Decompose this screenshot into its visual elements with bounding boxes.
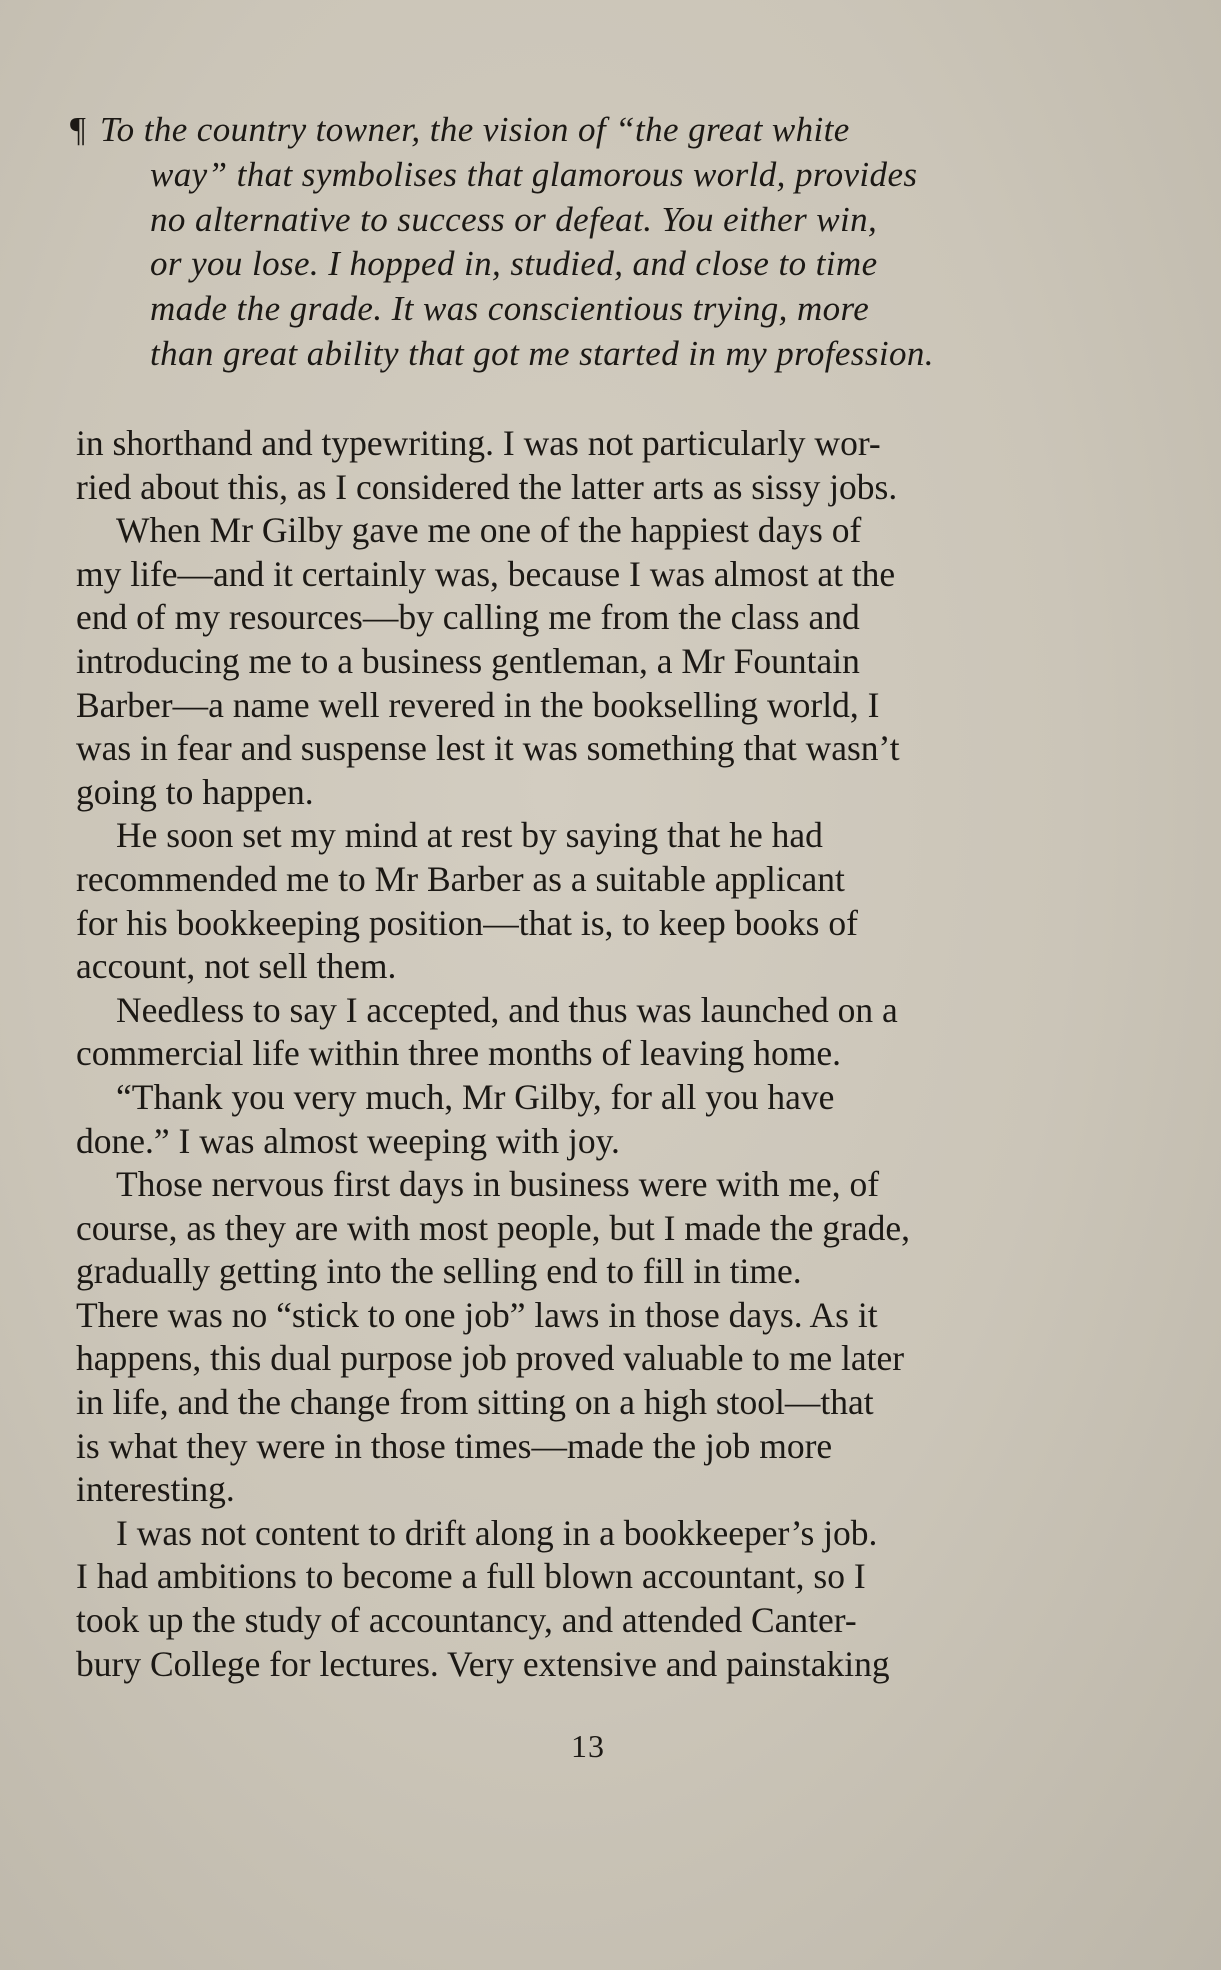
text-line: course, as they are with most people, but I made the grade, (76, 1207, 910, 1248)
text-line: There was no “stick to one job” laws in those days. As it (76, 1294, 878, 1335)
text-line: bury College for lectures. Very extensive and painstaking (76, 1643, 890, 1684)
epigraph-line: ¶ To the country towner, the vision of “the great white (70, 108, 1070, 153)
text-line: for his bookkeeping position—that is, to keep books of (76, 902, 858, 943)
epigraph (70, 108, 1070, 377)
body-text (76, 422, 1086, 1686)
epigraph-line: than great ability that got me started in my profession. (150, 333, 934, 373)
text-line: done.” I was almost weeping with joy. (76, 1120, 620, 1161)
text-line: going to happen. (76, 771, 314, 812)
text-line: account, not sell them. (76, 946, 397, 987)
text-line: introducing me to a business gentleman, a Mr Fountain (76, 640, 860, 681)
text-line: my life—and it certainly was, because I was almost at the (76, 553, 896, 594)
epigraph-line: made the grade. It was conscientious trying, more (150, 289, 870, 329)
text-line: Needless to say I accepted, and thus was launched on a (116, 989, 898, 1030)
text-line: was in fear and suspense lest it was something that wasn’t (76, 728, 900, 769)
text-line: Those nervous first days in business were with me, of (116, 1164, 880, 1205)
text-line: ried about this, as I considered the latter arts as sissy jobs. (76, 466, 898, 507)
text-line: commercial life within three months of leaving home. (76, 1033, 842, 1074)
text-line: I was not content to drift along in a bookkeeper’s job. (116, 1512, 878, 1553)
text-line: I had ambitions to become a full blown accountant, so I (76, 1556, 866, 1597)
text-line: in shorthand and typewriting. I was not particularly wor- (76, 423, 881, 463)
text-line: gradually getting into the selling end to fill in time. (76, 1251, 802, 1292)
text-line: took up the study of accountancy, and attended Canter- (76, 1600, 857, 1641)
text-line: interesting. (76, 1469, 235, 1510)
text-line: He soon set my mind at rest by saying that he had (116, 815, 823, 856)
epigraph-line: or you lose. I hopped in, studied, and close to time (150, 244, 878, 284)
epigraph-line: way” that symbolises that glamorous world, provides (150, 154, 918, 194)
text-line: happens, this dual purpose job proved valuable to me later (76, 1338, 905, 1379)
page-number: 13 (571, 1728, 605, 1764)
text-line: When Mr Gilby gave me one of the happiest days of (116, 510, 862, 551)
text-line: in life, and the change from sitting on a high stool—that (76, 1382, 874, 1423)
pilcrow-icon: ¶ (70, 110, 87, 149)
text-line: is what they were in those times—made the job more (76, 1425, 833, 1466)
text-line: “Thank you very much, Mr Gilby, for all you have (116, 1076, 835, 1117)
text-line: end of my resources—by calling me from the class and (76, 597, 860, 638)
text-line: Barber—a name well revered in the bookselling world, I (76, 684, 880, 725)
epigraph-line: no alternative to success or defeat. You either win, (150, 199, 878, 239)
text-line: recommended me to Mr Barber as a suitable applicant (76, 858, 845, 899)
